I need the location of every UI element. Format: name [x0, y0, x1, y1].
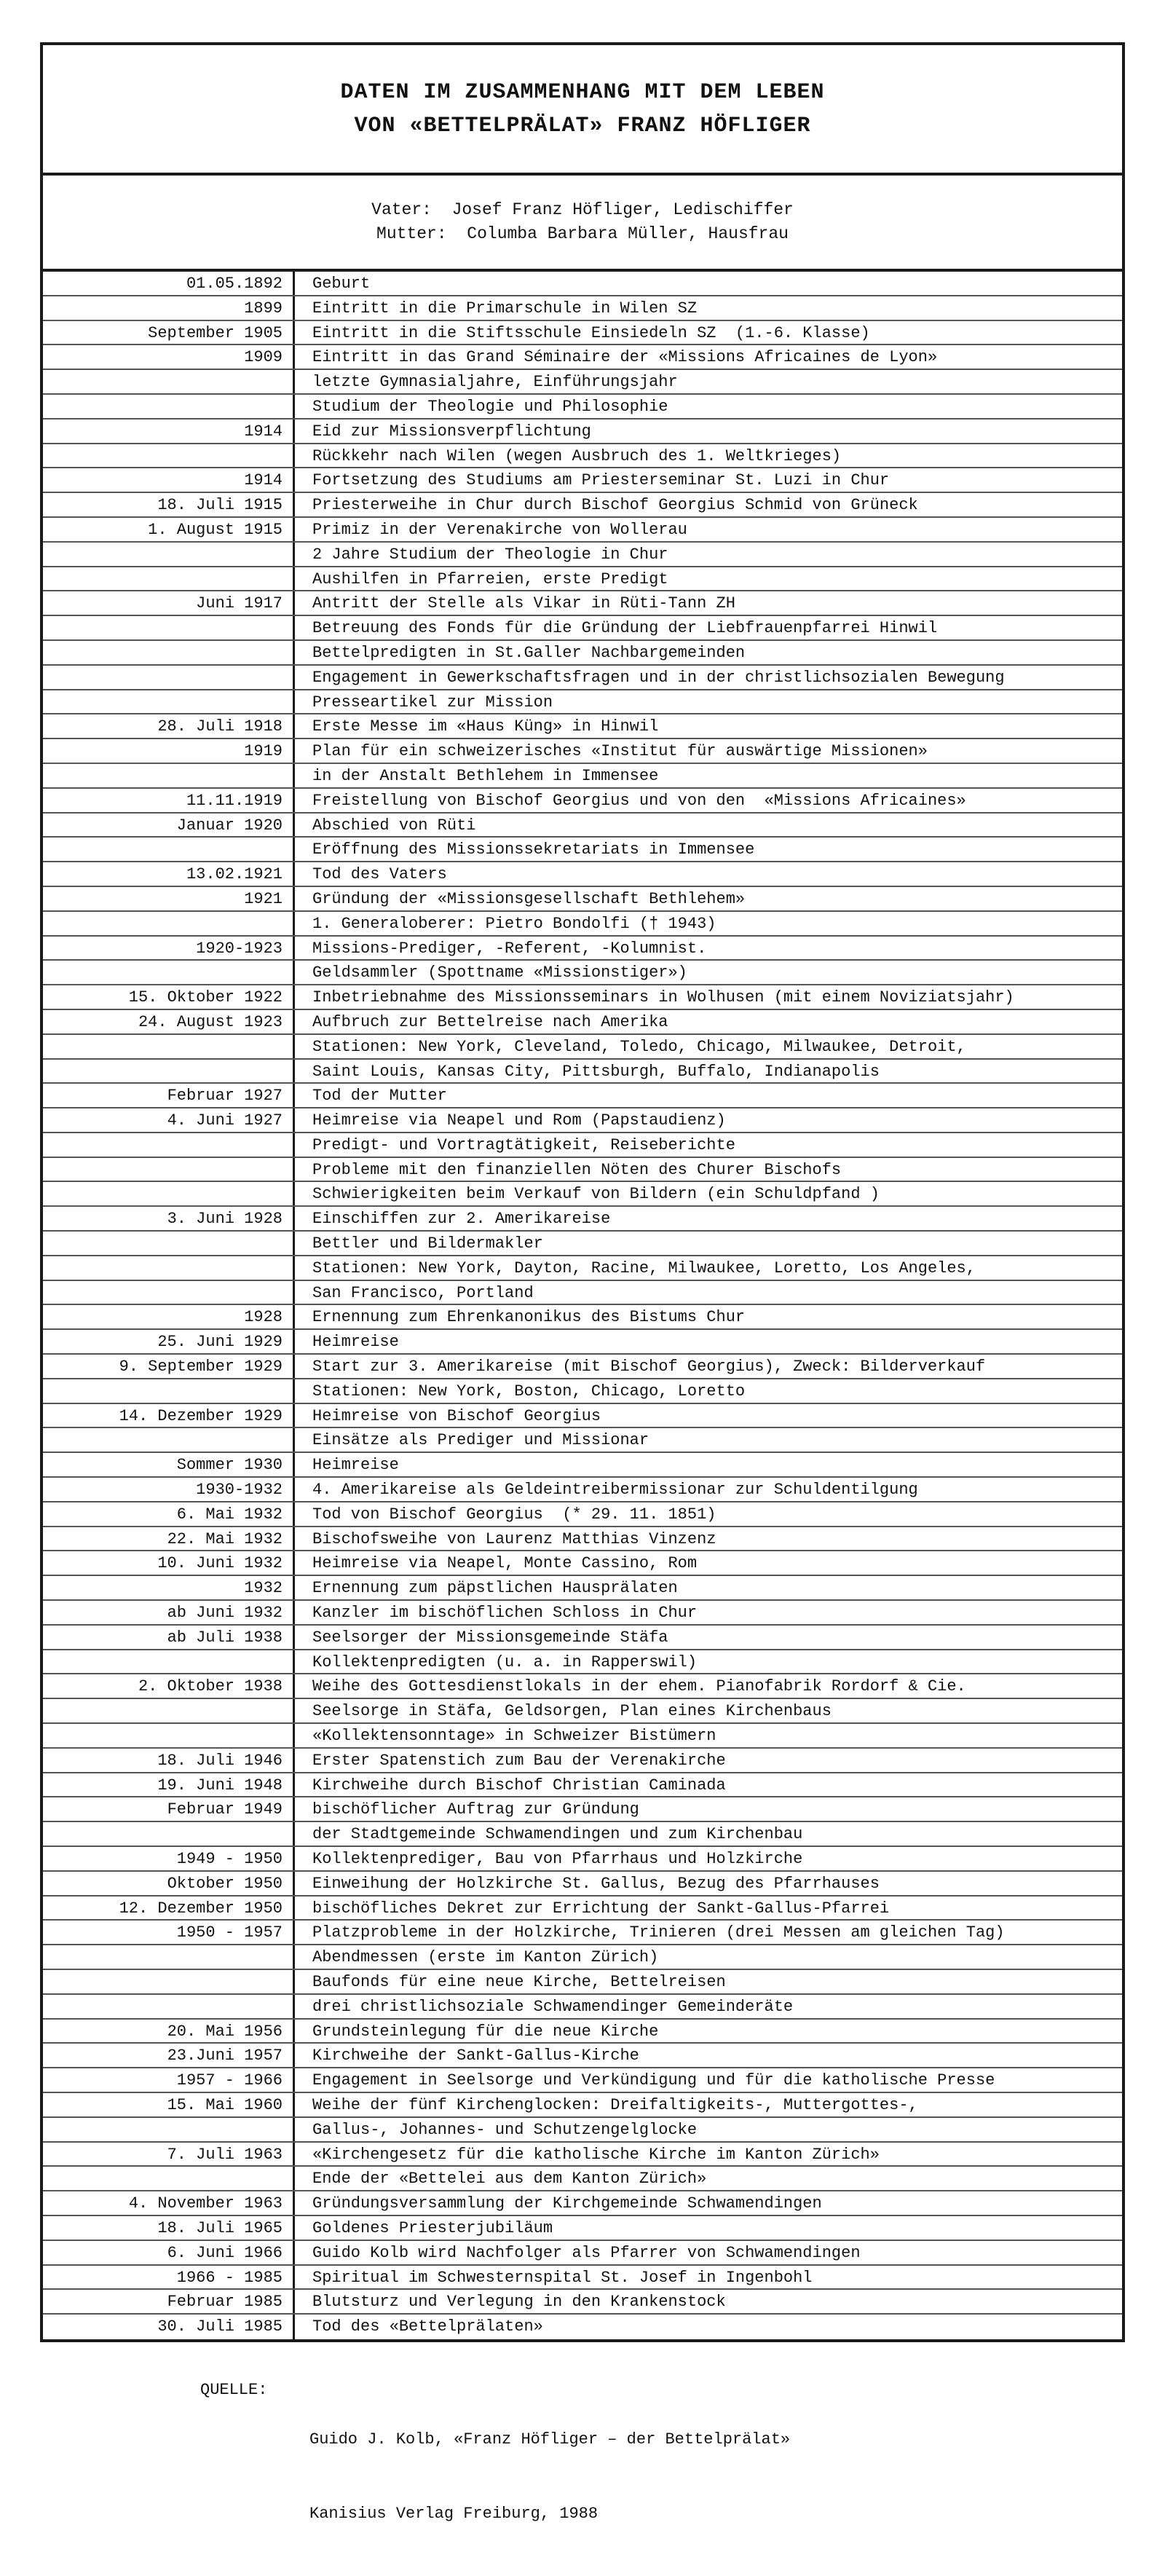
row-date — [43, 1699, 295, 1722]
row-event: bischöflicher Auftrag zur Gründung — [312, 1800, 639, 1819]
row-event: Tod der Mutter — [312, 1087, 447, 1106]
row-date: 9. September 1929 — [43, 1355, 295, 1378]
row-event: bischöfliches Dekret zur Errichtung der Sankt-Gallus-Pfarrei — [312, 1899, 890, 1918]
row-event: Seelsorger der Missionsgemeinde Stäfa — [312, 1628, 668, 1647]
table-row — [43, 1010, 1122, 1035]
row-date: 24. August 1923 — [43, 1010, 295, 1033]
row-event: Predigt- und Vortragtätigkeit, Reiseberichte — [312, 1135, 735, 1154]
parents-box — [43, 176, 1122, 272]
row-date: 18. Juli 1946 — [43, 1749, 295, 1772]
row-event: Weihe des Gottesdienstlokals in der ehem. Pianofabrik Rordorf & Cie. — [312, 1677, 966, 1696]
row-event: Kollektenprediger, Bau von Pfarrhaus und Holzkirche — [312, 1850, 803, 1868]
row-event: Heimreise — [312, 1456, 399, 1475]
row-date — [43, 1158, 295, 1181]
table-row — [43, 764, 1122, 789]
table-row — [43, 395, 1122, 420]
row-date — [43, 1035, 295, 1058]
row-date — [43, 1724, 295, 1747]
row-date: Oktober 1950 — [43, 1872, 295, 1895]
row-date: 1914 — [43, 468, 295, 492]
row-event: Kollektenpredigten (u. a. in Rapperswil) — [312, 1653, 698, 1671]
table-row — [43, 1133, 1122, 1158]
row-date — [43, 2167, 295, 2190]
table-row — [43, 2315, 1122, 2339]
row-event: Kirchweihe der Sankt-Gallus-Kirche — [312, 2047, 639, 2065]
row-date — [43, 444, 295, 468]
father-line — [371, 198, 794, 222]
row-event: Heimreise via Neapel und Rom (Papstaudienz) — [312, 1111, 726, 1130]
row-event: 4. Amerikareise als Geldeintreibermissionar zur Schuldentilgung — [312, 1481, 918, 1500]
row-date: 1920-1923 — [43, 937, 295, 960]
row-date: ab Juni 1932 — [43, 1601, 295, 1624]
table-row — [43, 1576, 1122, 1601]
row-event: Spiritual im Schwesternspital St. Josef in Ingenbohl — [312, 2268, 813, 2287]
title-line-2: VON «BETTELPRÄLAT» FRANZ HÖFLIGER — [354, 113, 811, 138]
table-row — [43, 961, 1122, 985]
table-row — [43, 1379, 1122, 1404]
source-lines — [309, 2378, 790, 2576]
row-event: Geldsammler (Spottname «Missionstiger») — [312, 964, 687, 982]
table-row — [43, 1182, 1122, 1207]
row-date: 1. August 1915 — [43, 518, 295, 541]
row-event: Eid zur Missionsverpflichtung — [312, 422, 591, 441]
row-event: Start zur 3. Amerikareise (mit Bischof Georgius), Zweck: Bilderverkauf — [312, 1358, 986, 1376]
table-row — [43, 814, 1122, 838]
row-date: 1949 - 1950 — [43, 1847, 295, 1870]
row-event: Erster Spatenstich zum Bau der Verenakirche — [312, 1751, 726, 1770]
row-date: 1909 — [43, 345, 295, 369]
row-event: Tod des Vaters — [312, 865, 447, 884]
row-date: Februar 1985 — [43, 2290, 295, 2313]
row-event: Erste Messe im «Haus Küng» in Hinwil — [312, 717, 659, 736]
row-date: 18. Juli 1965 — [43, 2216, 295, 2240]
table-row — [43, 518, 1122, 543]
row-date — [43, 543, 295, 566]
row-date: 1932 — [43, 1576, 295, 1599]
table-row — [43, 789, 1122, 814]
row-date: 1899 — [43, 296, 295, 320]
row-event: Stationen: New York, Boston, Chicago, Loretto — [312, 1382, 746, 1401]
table-row — [43, 739, 1122, 764]
row-event: in der Anstalt Bethlehem in Immensee — [312, 766, 659, 785]
row-event: Bettelpredigten in St.Galler Nachbargemeinden — [312, 643, 746, 662]
table-row — [43, 1330, 1122, 1355]
table-row — [43, 444, 1122, 469]
row-event: Abendmessen (erste im Kanton Zürich) — [312, 1948, 659, 1967]
table-row — [43, 1822, 1122, 1847]
row-event: Eröffnung des Missionssekretariats in Immensee — [312, 840, 755, 859]
table-row — [43, 2118, 1122, 2143]
row-date — [43, 961, 295, 984]
timeline-table — [43, 272, 1122, 2339]
row-event: Bischofsweihe von Laurenz Matthias Vinzenz — [312, 1529, 716, 1548]
row-event: Abschied von Rüti — [312, 816, 476, 835]
row-event: Weihe der fünf Kirchenglocken: Dreifaltigkeits-, Muttergottes-, — [312, 2095, 918, 2114]
table-row — [43, 1256, 1122, 1281]
table-row — [43, 1797, 1122, 1822]
row-event: Eintritt in das Grand Séminaire der «Missions Africaines de Lyon» — [312, 348, 938, 367]
table-row — [43, 2093, 1122, 2118]
row-date — [43, 1133, 295, 1157]
table-row — [43, 616, 1122, 641]
row-date: 20. Mai 1956 — [43, 2020, 295, 2043]
row-event: Eintritt in die Primarschule in Wilen SZ — [312, 299, 698, 318]
table-row — [43, 1035, 1122, 1060]
document-frame — [40, 42, 1125, 2342]
row-event: 1. Generaloberer: Pietro Bondolfi († 1943) — [312, 914, 716, 933]
row-date — [43, 1379, 295, 1403]
row-event: Einweihung der Holzkirche St. Gallus, Bezug des Pfarrhauses — [312, 1874, 880, 1893]
mother-value: Columba Barbara Müller, Hausfrau — [467, 224, 789, 243]
row-date — [43, 690, 295, 714]
row-date: 13.02.1921 — [43, 862, 295, 886]
row-date: 25. Juni 1929 — [43, 1330, 295, 1353]
row-date: 1921 — [43, 887, 295, 910]
row-date — [43, 616, 295, 639]
row-date — [43, 1232, 295, 1255]
row-event: Goldenes Priesterjubiläum — [312, 2218, 553, 2237]
row-date: 30. Juli 1985 — [43, 2315, 295, 2339]
table-row — [43, 2266, 1122, 2291]
table-row — [43, 985, 1122, 1010]
row-event: Engagement in Gewerkschaftsfragen und in der christlichsozialen Bewegung — [312, 668, 1005, 687]
table-row — [43, 1847, 1122, 1872]
table-row — [43, 272, 1122, 296]
row-date — [43, 666, 295, 689]
row-event: Freistellung von Bischof Georgius und von den «Missions Africaines» — [312, 791, 966, 810]
row-date: 6. Mai 1932 — [43, 1502, 295, 1526]
row-event: Aushilfen in Pfarreien, erste Predigt — [312, 570, 668, 588]
table-row — [43, 1158, 1122, 1183]
row-event: Stationen: New York, Dayton, Racine, Milwaukee, Loretto, Los Angeles, — [312, 1259, 976, 1277]
row-date: 1930-1932 — [43, 1478, 295, 1501]
row-event: Probleme mit den finanziellen Nöten des Churer Bischofs — [312, 1160, 842, 1179]
row-date: 10. Juni 1932 — [43, 1551, 295, 1575]
row-event: Presseartikel zur Mission — [312, 693, 553, 712]
row-event: Kanzler im bischöflichen Schloss in Chur — [312, 1604, 698, 1623]
row-event: Geburt — [312, 275, 371, 293]
table-row — [43, 2216, 1122, 2241]
table-row — [43, 1108, 1122, 1133]
row-event: Eintritt in die Stiftsschule Einsiedeln SZ (1.-6. Klasse) — [312, 323, 870, 342]
row-event: Baufonds für eine neue Kirche, Bettelreisen — [312, 1972, 726, 1991]
table-row — [43, 370, 1122, 395]
source-label: QUELLE: — [200, 2381, 268, 2399]
row-date — [43, 1822, 295, 1846]
row-event: Saint Louis, Kansas City, Pittsburgh, Buffalo, Indianapolis — [312, 1062, 880, 1081]
table-row — [43, 591, 1122, 616]
mother-line — [376, 222, 789, 246]
row-date: Februar 1927 — [43, 1084, 295, 1107]
table-row — [43, 1724, 1122, 1749]
row-date — [43, 567, 295, 591]
row-event: Blutsturz und Verlegung in den Krankenstock — [312, 2293, 726, 2312]
row-event: Heimreise von Bischof Georgius — [312, 1406, 601, 1425]
table-row — [43, 714, 1122, 739]
table-row — [43, 690, 1122, 715]
table-row — [43, 543, 1122, 567]
row-event: Gallus-, Johannes- und Schutzengelglocke — [312, 2120, 698, 2139]
table-row — [43, 862, 1122, 887]
table-row — [43, 641, 1122, 666]
row-date — [43, 1256, 295, 1280]
row-event: drei christlichsoziale Schwamendinger Gemeinderäte — [312, 1997, 794, 2016]
title-line-1: DATEN IM ZUSAMMENHANG MIT DEM LEBEN — [340, 79, 825, 105]
row-event: Rückkehr nach Wilen (wegen Ausbruch des 1. Weltkrieges) — [312, 446, 842, 465]
row-event: Kirchweihe durch Bischof Christian Caminada — [312, 1776, 726, 1795]
table-row — [43, 2241, 1122, 2266]
row-event: Aufbruch zur Bettelreise nach Amerika — [312, 1012, 668, 1031]
row-date — [43, 641, 295, 664]
table-row — [43, 1970, 1122, 1995]
row-date: 11.11.1919 — [43, 789, 295, 812]
table-row — [43, 1921, 1122, 1945]
row-event: Fortsetzung des Studiums am Priesterseminar St. Luzi in Chur — [312, 471, 890, 490]
row-date — [43, 1281, 295, 1304]
row-event: der Stadtgemeinde Schwamendingen und zum Kirchenbau — [312, 1825, 803, 1844]
row-date: 1966 - 1985 — [43, 2266, 295, 2289]
row-event: «Kollektensonntage» in Schweizer Bistümern — [312, 1727, 716, 1746]
row-event: Platzprobleme in der Holzkirche, Trinieren (drei Messen am gleichen Tag) — [312, 1923, 1005, 1942]
title-box — [43, 45, 1122, 176]
row-date: Juni 1917 — [43, 591, 295, 615]
row-date: 1914 — [43, 420, 295, 443]
row-date — [43, 764, 295, 787]
table-row — [43, 1404, 1122, 1429]
row-event: Stationen: New York, Cleveland, Toledo, Chicago, Milwaukee, Detroit, — [312, 1037, 966, 1056]
table-row — [43, 1699, 1122, 1724]
row-date: 22. Mai 1932 — [43, 1527, 295, 1551]
row-date — [43, 838, 295, 861]
row-date: 3. Juni 1928 — [43, 1207, 295, 1230]
mother-label: Mutter: — [376, 224, 447, 243]
table-row — [43, 1084, 1122, 1108]
table-row — [43, 1601, 1122, 1626]
row-date: 15. Oktober 1922 — [43, 985, 295, 1009]
row-date: Februar 1949 — [43, 1797, 295, 1821]
table-row — [43, 1502, 1122, 1527]
source-line-1: Guido J. Kolb, «Franz Höfliger – der Bettelprälat» — [309, 2430, 791, 2449]
row-event: «Kirchengesetz für die katholische Kirche im Kanton Zürich» — [312, 2145, 880, 2164]
row-date — [43, 1182, 295, 1205]
table-row — [43, 912, 1122, 937]
row-date — [43, 2118, 295, 2141]
table-row — [43, 1527, 1122, 1552]
table-row — [43, 1478, 1122, 1502]
row-date: 4. November 1963 — [43, 2191, 295, 2215]
row-date: 18. Juli 1915 — [43, 493, 295, 516]
row-event: Priesterweihe in Chur durch Bischof Georgius Schmid von Grüneck — [312, 496, 918, 515]
row-event: Antritt der Stelle als Vikar in Rüti-Tann ZH — [312, 594, 735, 613]
table-row — [43, 1551, 1122, 1576]
row-event: Ernennung zum Ehrenkanonikus des Bistums Chur — [312, 1308, 746, 1327]
table-row — [43, 838, 1122, 862]
table-row — [43, 1749, 1122, 1773]
row-event: San Francisco, Portland — [312, 1283, 534, 1302]
row-event: Ernennung zum päpstlichen Hausprälaten — [312, 1579, 678, 1598]
row-event: letzte Gymnasialjahre, Einführungsjahr — [312, 373, 678, 392]
row-event: Betreuung des Fonds für die Gründung der Liebfrauenpfarrei Hinwil — [312, 619, 938, 638]
row-event: Schwierigkeiten beim Verkauf von Bildern (ein Schuldpfand ) — [312, 1185, 880, 1204]
row-event: Studium der Theologie und Philosophie — [312, 397, 668, 416]
row-event: Heimreise via Neapel, Monte Cassino, Rom — [312, 1554, 698, 1573]
row-date — [43, 395, 295, 418]
table-row — [43, 1945, 1122, 1970]
table-row — [43, 937, 1122, 961]
table-row — [43, 1207, 1122, 1232]
table-row — [43, 1773, 1122, 1798]
table-row — [43, 666, 1122, 690]
row-date — [43, 370, 295, 393]
row-date: 7. Juli 1963 — [43, 2143, 295, 2166]
row-event: 2 Jahre Studium der Theologie in Chur — [312, 545, 668, 564]
row-event: Tod des «Bettelprälaten» — [312, 2317, 543, 2336]
table-row — [43, 2068, 1122, 2093]
table-row — [43, 1896, 1122, 1921]
row-event: Ende der «Bettelei aus dem Kanton Zürich» — [312, 2170, 707, 2189]
row-date: 15. Mai 1960 — [43, 2093, 295, 2116]
row-date: September 1905 — [43, 321, 295, 344]
table-row — [43, 1060, 1122, 1084]
row-date: ab Juli 1938 — [43, 1626, 295, 1649]
row-date: 01.05.1892 — [43, 272, 295, 295]
table-row — [43, 345, 1122, 370]
row-date: 28. Juli 1918 — [43, 714, 295, 738]
row-date: 1950 - 1957 — [43, 1921, 295, 1944]
row-event: Seelsorge in Stäfa, Geldsorgen, Plan eines Kirchenbaus — [312, 1702, 832, 1721]
row-date: 19. Juni 1948 — [43, 1773, 295, 1797]
row-date: 1957 - 1966 — [43, 2068, 295, 2092]
table-row — [43, 1305, 1122, 1330]
table-row — [43, 1355, 1122, 1379]
row-event: Bettler und Bildermakler — [312, 1234, 543, 1253]
table-row — [43, 567, 1122, 592]
table-row — [43, 1626, 1122, 1650]
row-date: 12. Dezember 1950 — [43, 1896, 295, 1920]
row-event: Guido Kolb wird Nachfolger als Pfarrer von Schwamendingen — [312, 2243, 861, 2262]
row-date — [43, 1945, 295, 1969]
row-date: 2. Oktober 1938 — [43, 1674, 295, 1698]
table-row — [43, 1453, 1122, 1478]
row-date: Januar 1920 — [43, 814, 295, 837]
table-row — [43, 468, 1122, 493]
table-row — [43, 2020, 1122, 2044]
table-row — [43, 1281, 1122, 1306]
table-row — [43, 2191, 1122, 2216]
row-date — [43, 1060, 295, 1083]
row-event: Gründungsversammlung der Kirchgemeinde Schwamendingen — [312, 2194, 822, 2213]
row-event: Grundsteinlegung für die neue Kirche — [312, 2022, 659, 2041]
row-date — [43, 1995, 295, 2018]
row-date — [43, 1970, 295, 1993]
table-row — [43, 420, 1122, 444]
table-row — [43, 1650, 1122, 1675]
row-event: Inbetriebnahme des Missionsseminars in Wolhusen (mit einem Noviziatsjahr) — [312, 988, 1014, 1007]
table-row — [43, 493, 1122, 518]
row-date: 6. Juni 1966 — [43, 2241, 295, 2264]
table-row — [43, 1872, 1122, 1896]
row-event: Plan für ein schweizerisches «Institut für auswärtige Missionen» — [312, 742, 928, 761]
row-date: 1919 — [43, 739, 295, 763]
row-event: Heimreise — [312, 1333, 399, 1352]
father-value: Josef Franz Höfliger, Ledischiffer — [451, 200, 794, 219]
row-event: Tod von Bischof Georgius (* 29. 11. 1851) — [312, 1505, 716, 1524]
table-row — [43, 296, 1122, 321]
table-row — [43, 1232, 1122, 1256]
row-date: 14. Dezember 1929 — [43, 1404, 295, 1427]
table-row — [43, 2044, 1122, 2068]
table-row — [43, 1674, 1122, 1699]
row-date — [43, 912, 295, 935]
row-event: Missions-Prediger, -Referent, -Kolumnist. — [312, 939, 707, 958]
row-event: Primiz in der Verenakirche von Wollerau — [312, 520, 687, 539]
table-row — [43, 1428, 1122, 1453]
row-date: 4. Juni 1927 — [43, 1108, 295, 1132]
row-event: Gründung der «Missionsgesellschaft Bethlehem» — [312, 889, 746, 908]
row-date: 1928 — [43, 1305, 295, 1328]
table-row — [43, 2143, 1122, 2167]
row-date: Sommer 1930 — [43, 1453, 295, 1476]
table-row — [43, 2167, 1122, 2191]
row-date — [43, 1428, 295, 1452]
table-row — [43, 321, 1122, 346]
row-event: Engagement in Seelsorge und Verkündigung und für die katholische Presse — [312, 2071, 995, 2090]
table-row — [43, 1995, 1122, 2020]
row-date: 23.Juni 1957 — [43, 2044, 295, 2067]
father-label: Vater: — [371, 200, 432, 219]
table-row — [43, 887, 1122, 912]
source-line-2: Kanisius Verlag Freiburg, 1988 — [309, 2505, 599, 2523]
row-event: Einschiffen zur 2. Amerikareise — [312, 1210, 611, 1229]
row-event: Einsätze als Prediger und Missionar — [312, 1431, 649, 1450]
row-date — [43, 1650, 295, 1674]
table-row — [43, 2290, 1122, 2315]
